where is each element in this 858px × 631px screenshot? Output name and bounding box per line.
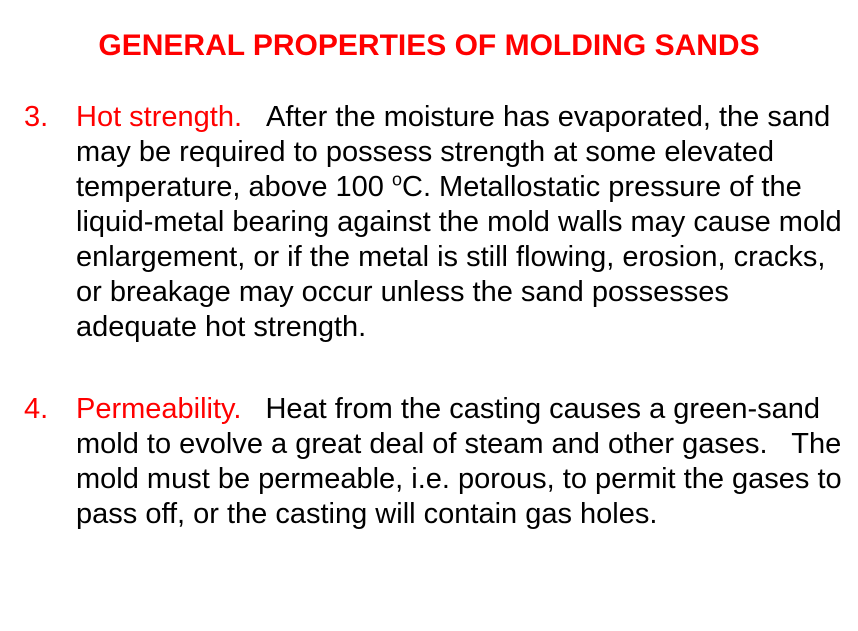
degree-superscript: o	[391, 169, 402, 190]
list-item-body	[76, 392, 850, 532]
list-item-heading: Hot strength.	[76, 101, 243, 133]
slide-title: GENERAL PROPERTIES OF MOLDING SANDS	[98, 29, 760, 62]
list-item-hot-strength	[24, 100, 850, 345]
list-item-number: 4.	[24, 393, 49, 425]
list-item-body	[76, 100, 850, 345]
list-item-text-continued: C. Metallostatic pressure of the liquid-metal bearing against the mold walls may cause mold enlargement, or if the metal is still flowing, erosion, cracks, or breakage may occur unless the sand possesses adequate hot strength.	[76, 171, 842, 343]
list-item-number: 3.	[24, 101, 49, 133]
list-item-text: After the moisture has evaporated, the sand may be required to possess strength at some elevated temperature, above 100	[76, 101, 831, 203]
list-item-permeability	[24, 392, 850, 532]
list-item-text: Heat from the casting causes a green-sand mold to evolve a great deal of steam and other gases. The mold must be permeable, i.e. porous, to permit the gases to pass off, or the casting will contain gas holes.	[76, 393, 850, 530]
list-item-heading: Permeability.	[76, 393, 242, 425]
